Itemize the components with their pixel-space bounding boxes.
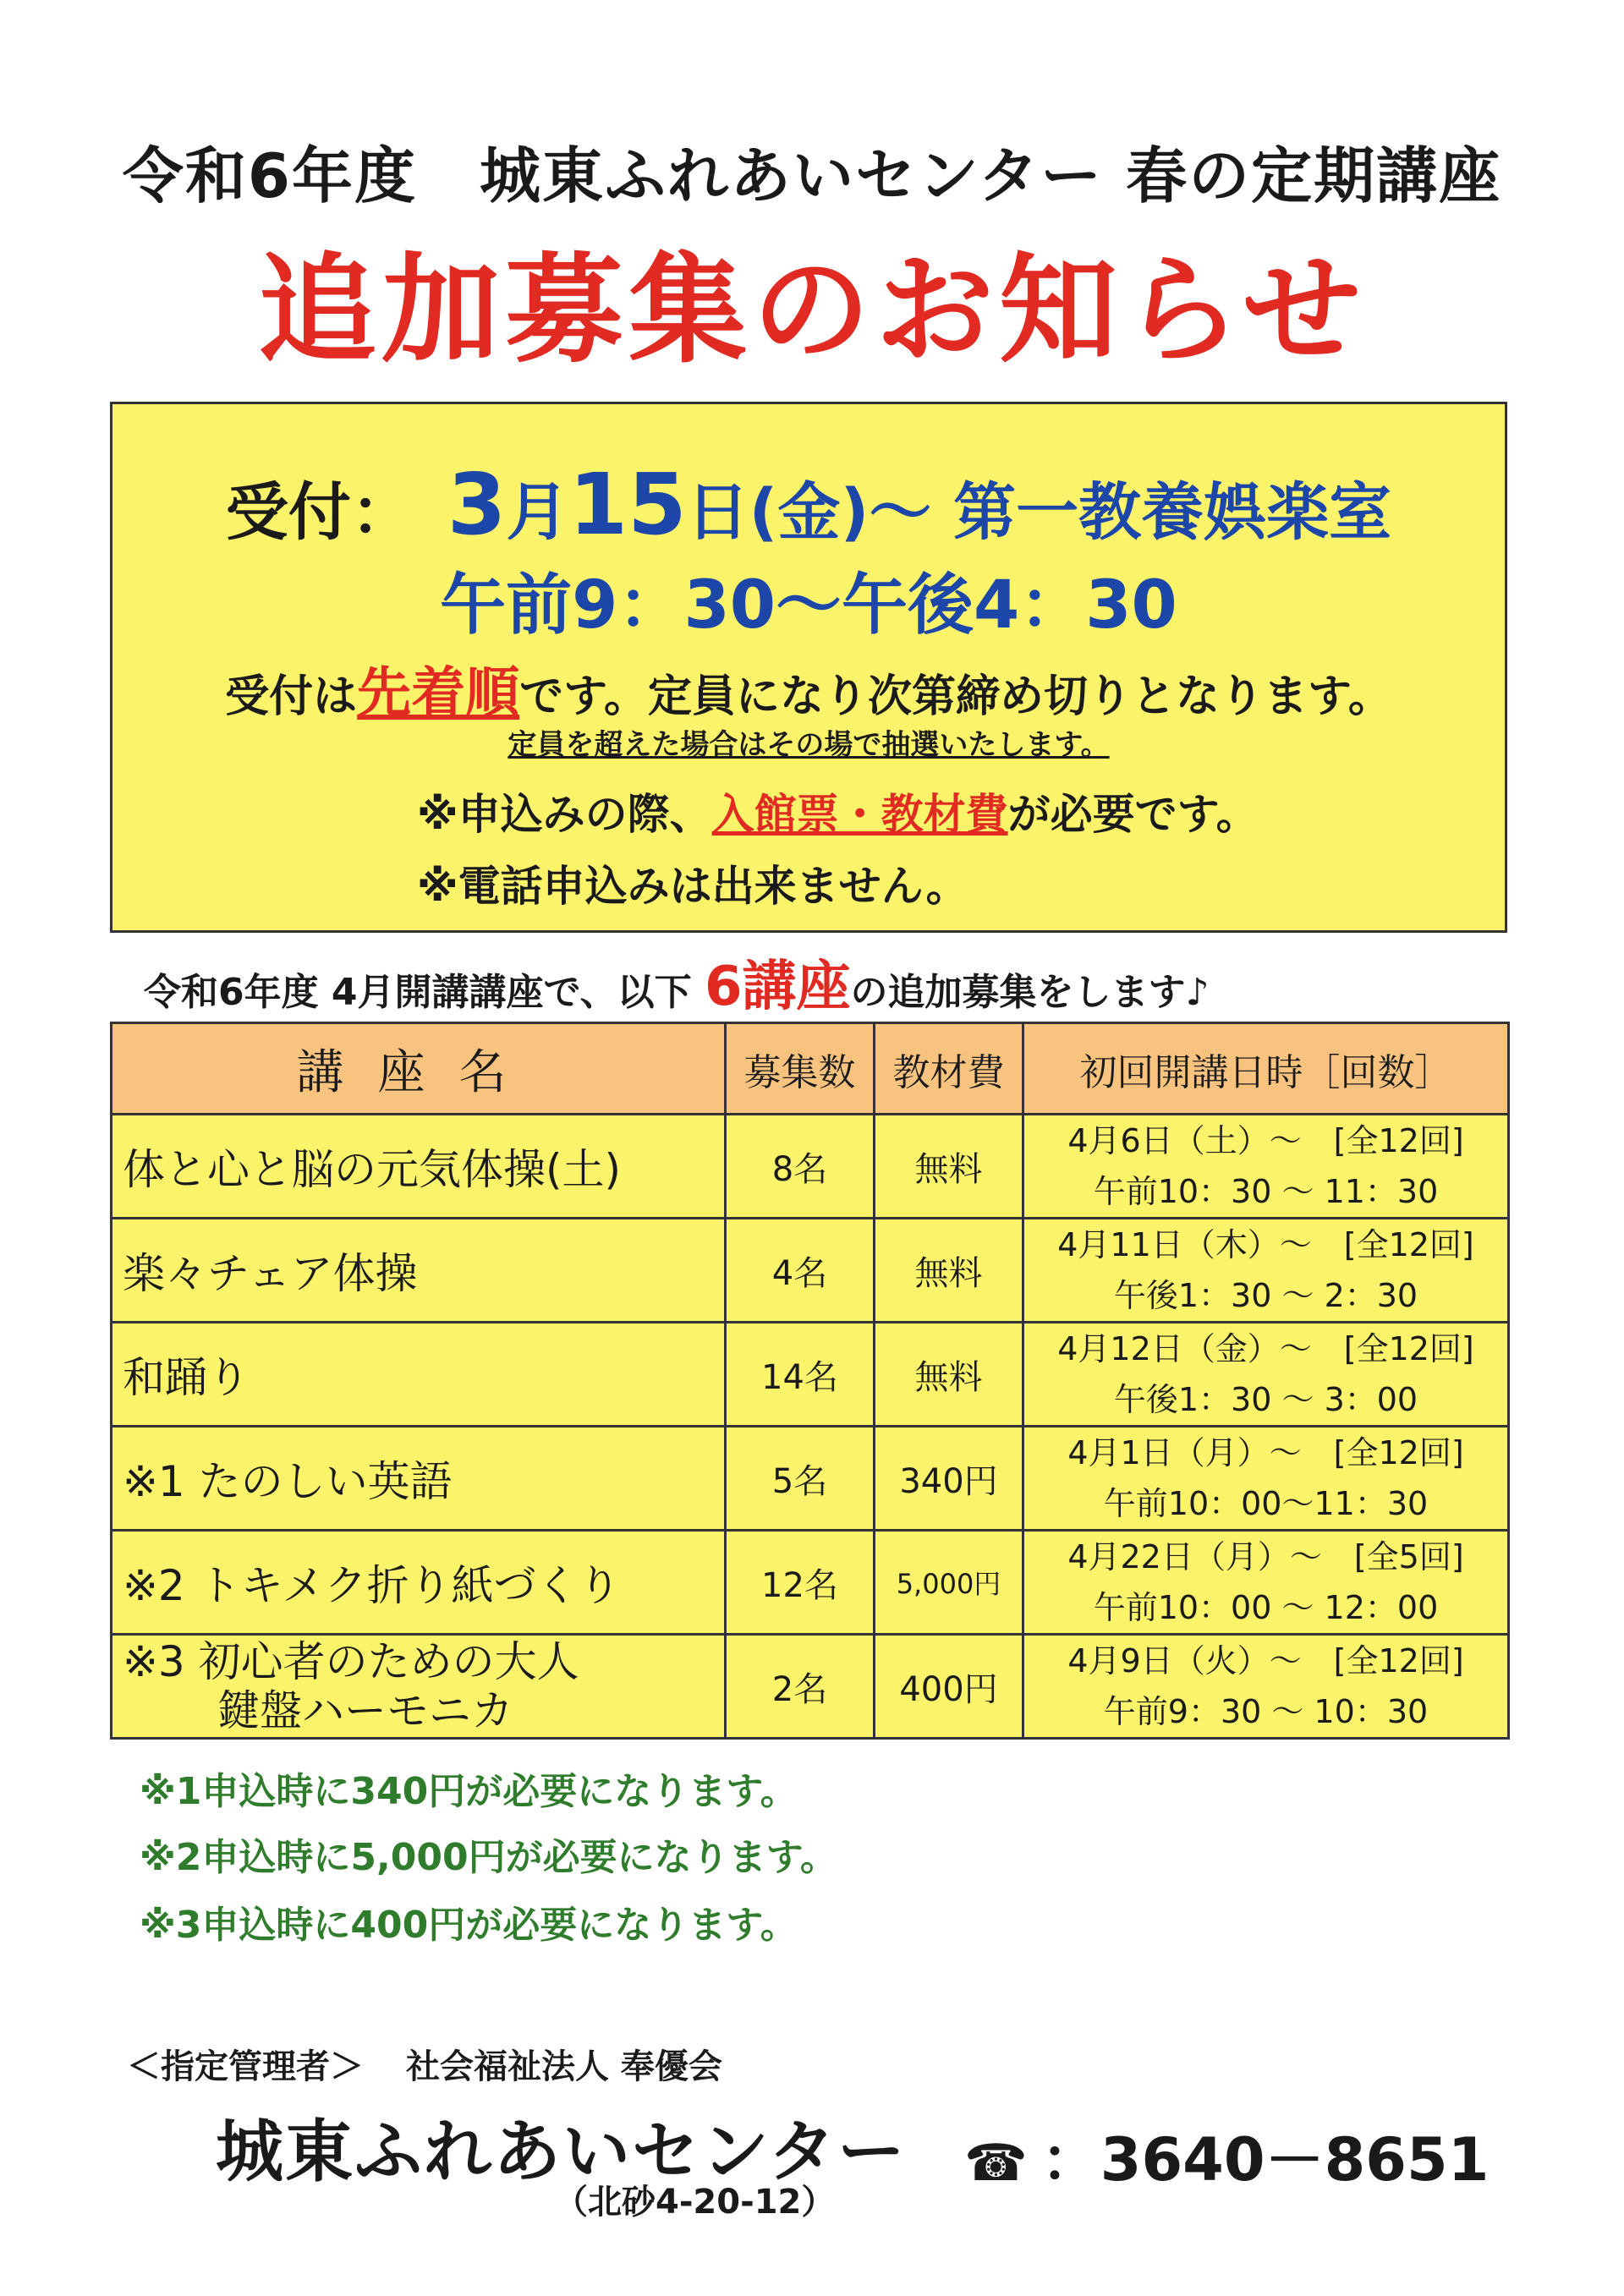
center-name: 城東ふれあいセンター: [216, 2112, 907, 2191]
phone-number-line: ☎ ：3640－8651: [964, 2125, 1490, 2195]
course-fee: 無料: [875, 1323, 1023, 1427]
course-fee: 無料: [875, 1219, 1023, 1323]
phone-number: 3640－8651: [1100, 2125, 1490, 2195]
fee-note-2: ※2申込時に5,000円が必要になります。: [140, 1836, 838, 1879]
course-schedule: 4月12日（金）～ [全12回] 午後1：30 ～ 3：00: [1023, 1323, 1509, 1427]
course-table: [110, 1022, 1510, 1740]
telephone-icon: ☎: [964, 2134, 1028, 2193]
manager-line: [127, 2040, 722, 2088]
header-schedule: 初回開講日時［回数］: [1023, 1023, 1509, 1115]
organization-name: 社会福祉法人 奉優会: [406, 2047, 722, 2086]
reception-hours: 午前9：30～午後4：30: [440, 567, 1177, 644]
course-name: 楽々チェア体操: [112, 1219, 726, 1323]
header-capacity: 募集数: [726, 1023, 875, 1115]
intro-text: 令和6年度 4月開講講座で、以下 6講座の追加募集をします♪: [144, 956, 1210, 1018]
page-subtitle: 令和6年度 城東ふれあいセンター 春の定期講座: [122, 140, 1502, 211]
center-address: （北砂4-20-12）: [554, 2183, 836, 2222]
table-row: [112, 1427, 1509, 1531]
course-schedule: 4月22日（月）～ [全5回] 午前10：00 ～ 12：00: [1023, 1531, 1509, 1635]
course-fee: 無料: [875, 1115, 1023, 1219]
course-fee: 400円: [875, 1635, 1023, 1739]
course-schedule: 4月11日（木）～ [全12回] 午後1：30 ～ 2：30: [1023, 1219, 1509, 1323]
course-schedule: 4月1日（月）～ [全12回] 午前10：00～11：30: [1023, 1427, 1509, 1531]
course-schedule: 4月6日（土）～ [全12回] 午前10：30 ～ 11：30: [1023, 1115, 1509, 1219]
reception-date-line: [112, 455, 1505, 554]
table-row: [112, 1635, 1509, 1739]
fee-note-3: ※3申込時に400円が必要になります。: [140, 1904, 798, 1947]
first-come-notice: 受付は先着順です。定員になり次第締め切りとなります。: [225, 662, 1392, 725]
header-course-name: 講座名: [112, 1023, 726, 1115]
table-row: [112, 1531, 1509, 1635]
fee-note-1: ※1申込時に340円が必要になります。: [140, 1770, 798, 1813]
manager-label: ＜指定管理者＞: [127, 2047, 364, 2086]
course-name: ※2 トキメク折り紙づくり: [112, 1531, 726, 1635]
required-items-note: ※申込みの際、入館票・教材費が必要です。: [417, 790, 1259, 839]
course-capacity: 14名: [726, 1323, 875, 1427]
table-row: [112, 1219, 1509, 1323]
course-schedule: 4月9日（火）～ [全12回] 午前9：30 ～ 10：30: [1023, 1635, 1509, 1739]
course-capacity: 2名: [726, 1635, 875, 1739]
course-capacity: 5名: [726, 1427, 875, 1531]
course-fee: 5,000円: [875, 1531, 1023, 1635]
reception-label: 受付：: [225, 476, 414, 549]
course-name: 体と心と脳の元気体操(土): [112, 1115, 726, 1219]
header-fee: 教材費: [875, 1023, 1023, 1115]
reception-date: 3月15日(金)～: [447, 455, 932, 554]
no-phone-note: ※電話申込みは出来ません。: [417, 862, 968, 911]
course-name: 和踊り: [112, 1323, 726, 1427]
lottery-notice: 定員を超えた場合はその場で抽選いたします。: [508, 728, 1110, 762]
reception-info-box: [110, 402, 1507, 933]
required-items-highlight: 入館票・教材費: [711, 790, 1008, 839]
table-row: [112, 1323, 1509, 1427]
course-capacity: 4名: [726, 1219, 875, 1323]
course-count-highlight: 6講座: [705, 956, 851, 1018]
reception-room: 第一教養娯楽室: [953, 476, 1392, 549]
table-header-row: [112, 1023, 1509, 1115]
course-fee: 340円: [875, 1427, 1023, 1531]
course-name: ※3 初心者のための大人 鍵盤ハーモニカ: [112, 1635, 726, 1739]
course-name: ※1 たのしい英語: [112, 1427, 726, 1531]
course-capacity: 12名: [726, 1531, 875, 1635]
table-row: [112, 1115, 1509, 1219]
course-capacity: 8名: [726, 1115, 875, 1219]
page-title: 追加募集のお知らせ: [258, 242, 1366, 380]
first-come-highlight: 先着順: [357, 662, 520, 725]
